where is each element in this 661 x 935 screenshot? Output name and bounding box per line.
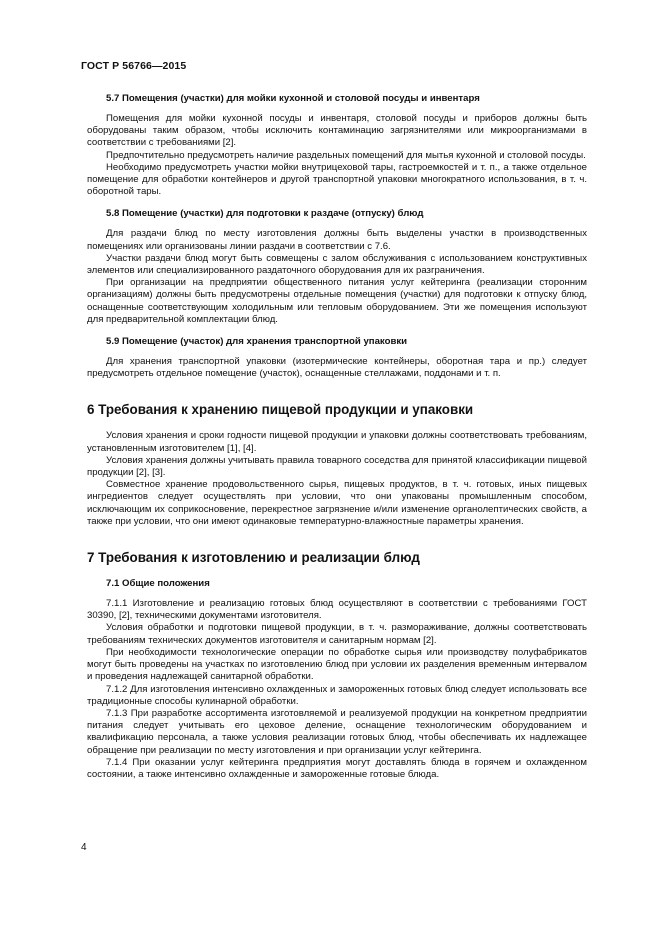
paragraph: Предпочтительно предусмотреть наличие раздельных помещений для мытья кухонной и столовой посуды. — [106, 149, 586, 161]
paragraph: При необходимости технологические операции по обработке сырья или производству полуфабрикатов могут быть проведены на участках по изготовлению блюд при условии их разделения временным интервалом и проведения надлежащей санитарной обработки. — [87, 646, 587, 683]
document-header: ГОСТ Р 56766—2015 — [81, 60, 187, 72]
paragraph: 7.1.2 Для изготовления интенсивно охлажденных и замороженных готовых блюд следует использовать все традиционные способы кулинарной обработки. — [87, 683, 587, 707]
page-number: 4 — [81, 842, 87, 853]
section-5-7-heading: 5.7 Помещения (участки) для мойки кухонной и столовой посуды и инвентаря — [106, 93, 480, 104]
paragraph: Помещения для мойки кухонной посуды и инвентаря, столовой посуды и приборов должны быть оборудованы таким образом, чтобы исключить контаминацию загрязнителями или микроорганизмами в соответствии с требованиями [2]. — [87, 113, 587, 149]
paragraph: 7.1.3 При разработке ассортимента изготовляемой и реализуемой продукции на конкретном предприятии питания следует учитывать его цеховое деление, оснащение технологическим оборудованием и квалификацию персонала, а также условия реализации готовых блюд, чтобы обеспечивать их надлежащее обращение при реализации по месту изготовления и при организации услуг кейтеринга. — [87, 707, 587, 756]
paragraph: Необходимо предусмотреть участки мойки внутрицеховой тары, гастроемкостей и т. п., а также отдельное помещение для обработки контейнеров и другой транспортной упаковки многократного использования, в т. ч. оборотной тары. — [87, 161, 587, 198]
section-6-heading: 6 Требования к хранению пищевой продукции и упаковки — [87, 402, 474, 418]
section-7-1-heading: 7.1 Общие положения — [106, 578, 210, 590]
paragraph: При организации на предприятии общественного питания услуг кейтеринга (реализации сторонним организациям) должны быть предусмотрены отдельные помещения (участки) для подготовки к отпуску блюд, оснащенные соответствующим холодильным или тепловым оборудованием. Эти же помещения используют для предварительной комплектации блюд. — [87, 277, 587, 325]
paragraph: Участки раздачи блюд могут быть совмещены с залом обслуживания с использованием конструктивных элементов или специализированного раздаточного оборудования для их разграничения. — [87, 252, 587, 277]
paragraph: 7.1.4 При оказании услуг кейтеринга предприятия могут доставлять блюда в горячем и охлажденном состоянии, а также интенсивно охлажденные и замороженные готовые блюда. — [87, 756, 587, 780]
section-7-heading: 7 Требования к изготовлению и реализации блюд — [87, 550, 420, 566]
paragraph: Для хранения транспортной упаковки (изотермические контейнеры, оборотная тара и пр.) следует предусмотреть отдельное помещение (участок), оснащенные стеллажами, поддонами и т. п. — [87, 356, 587, 380]
paragraph: Условия хранения и сроки годности пищевой продукции и упаковки должны соответствовать требованиям, установленным изготовителем [1], [4]. — [87, 430, 587, 454]
paragraph: Для раздачи блюд по месту изготовления должны быть выделены участки в производственных помещениях или организованы линии раздачи в соответствии с 7.6. — [87, 228, 587, 252]
section-5-9-heading: 5.9 Помещение (участок) для хранения транспортной упаковки — [106, 336, 408, 348]
section-5-8-heading: 5.8 Помещение (участки) для подготовки к раздаче (отпуску) блюд — [106, 208, 424, 220]
paragraph: Совместное хранение продовольственного сырья, пищевых продуктов, в т. ч. готовых, иных пищевых ингредиентов следует осуществлять при условии, что они упакованы промышленным способом, исключающим их соприкосновение, перекрестное загрязнение и/или изменение органолептических свойств, а также при условии, что они имеют одинаковые температурно-влажностные параметры хранения. — [87, 479, 587, 527]
document-body — [87, 93, 587, 781]
paragraph: Условия хранения должны учитывать правила товарного соседства для принятой классификации пищевой продукции [2], [3]. — [87, 454, 587, 479]
paragraph: 7.1.1 Изготовление и реализацию готовых блюд осуществляют в соответствии с требованиями ГОСТ 30390, [2], техническими документами изготовителя. — [87, 598, 587, 622]
paragraph: Условия обработки и подготовки пищевой продукции, в т. ч. размораживание, должны соответствовать требованиям технических документов изготовителя и санитарным нормам [2]. — [87, 622, 587, 646]
